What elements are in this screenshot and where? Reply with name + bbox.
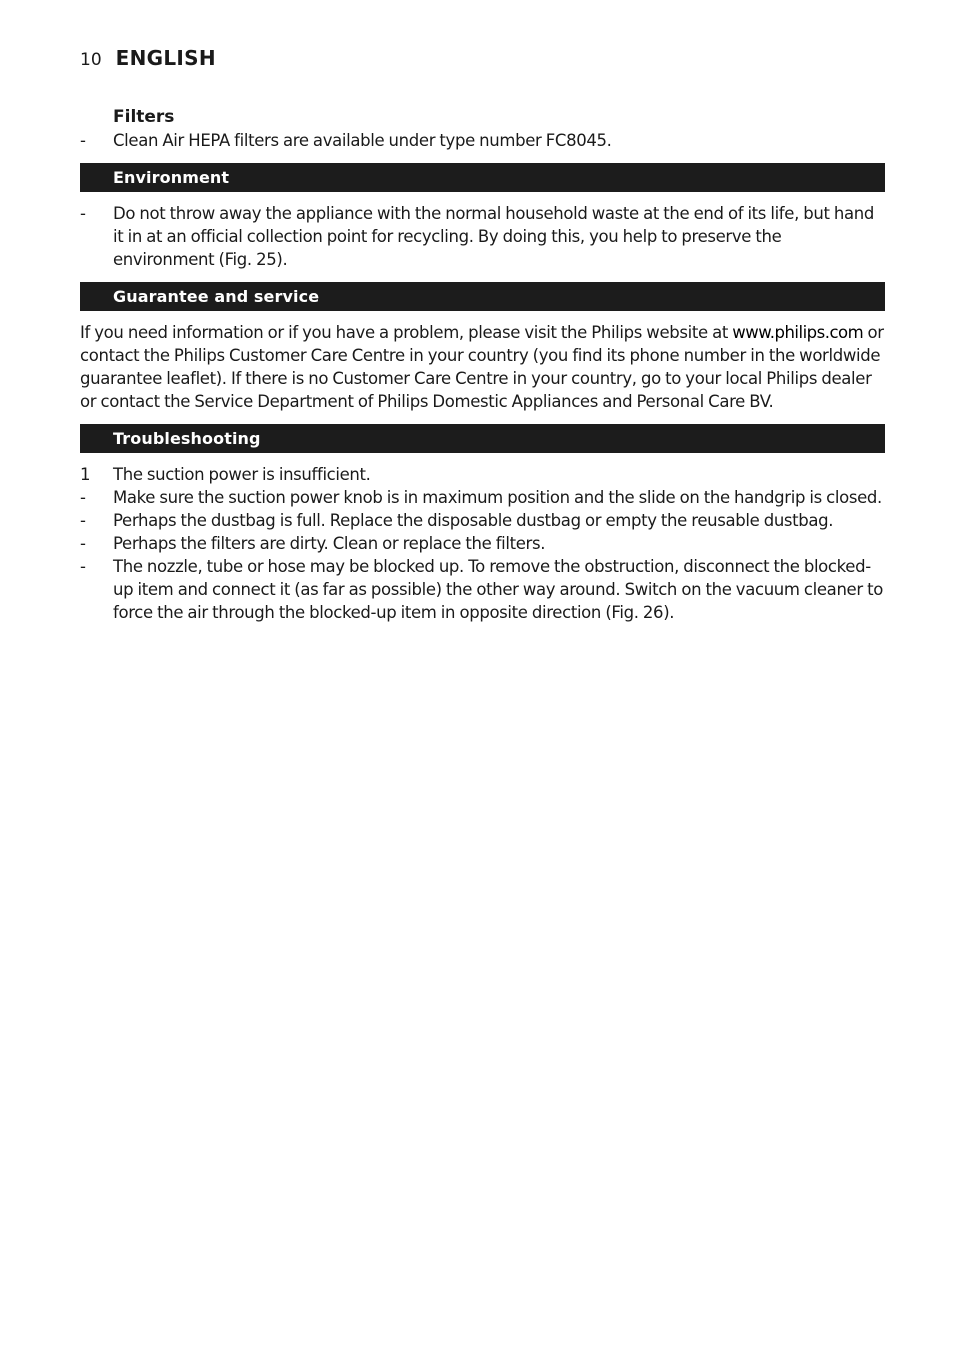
section-title: Troubleshooting — [113, 429, 261, 448]
list-item-text: Perhaps the dustbag is full. Replace the disposable dustbag or empty the reusable dustbag. — [113, 511, 834, 530]
troubleshooting-solution — [80, 555, 885, 624]
paragraph-text: If you need information or if you have a problem, please visit the Philips website at — [80, 323, 733, 342]
filters-list-item — [80, 129, 885, 152]
troubleshooting-problem — [80, 463, 885, 486]
paragraph-text: or contact the Philips Customer Care Centre in your country (you find its phone number in the worldwide guarantee leaflet). If there is no Customer Care Centre in your country, go to your local Philips dealer or contact the Service Department of Philips Domestic Appliances and Personal Care BV. — [80, 323, 884, 411]
list-item-text: Perhaps the filters are dirty. Clean or replace the filters. — [113, 534, 546, 553]
environment-section-header — [80, 163, 885, 192]
section-title: Environment — [113, 168, 230, 187]
list-item-text: Do not throw away the appliance with the normal household waste at the end of its life, but hand it in at an official collection point for recycling. By doing this, you help to preserve the environment (Fig. 25). — [113, 204, 875, 269]
language-title: ENGLISH — [115, 46, 216, 70]
troubleshooting-section-header — [80, 424, 885, 453]
list-item-text: Make sure the suction power knob is in maximum position and the slide on the handgrip is closed. — [113, 488, 882, 507]
guarantee-section-header — [80, 282, 885, 311]
list-marker: - — [80, 511, 86, 530]
list-marker: 1 — [80, 465, 91, 484]
list-item-text: The nozzle, tube or hose may be blocked up. To remove the obstruction, disconnect the blocked-up item and connect it (as far as possible) the other way around. Switch on the vacuum cleaner to force the air through the blocked-up item in opposite direction (Fig. 26). — [113, 557, 883, 622]
list-marker: - — [80, 204, 86, 223]
guarantee-paragraph — [80, 321, 885, 413]
list-marker: - — [80, 488, 86, 507]
page-content — [80, 106, 885, 624]
troubleshooting-solution — [80, 509, 885, 532]
section-title: Guarantee and service — [113, 287, 320, 306]
page-header — [80, 46, 216, 76]
filters-heading: Filters — [113, 107, 175, 127]
list-item-text: The suction power is insufficient. — [113, 465, 371, 484]
list-marker: - — [80, 534, 86, 553]
environment-list-item — [80, 202, 885, 271]
list-marker: - — [80, 557, 86, 576]
troubleshooting-solution — [80, 486, 885, 509]
philips-website-link[interactable]: www.philips.com — [732, 323, 864, 342]
page-number: 10 — [80, 50, 102, 70]
list-marker: - — [80, 131, 86, 150]
list-item-text: Clean Air HEPA filters are available under type number FC8045. — [113, 131, 612, 150]
troubleshooting-solution — [80, 532, 885, 555]
